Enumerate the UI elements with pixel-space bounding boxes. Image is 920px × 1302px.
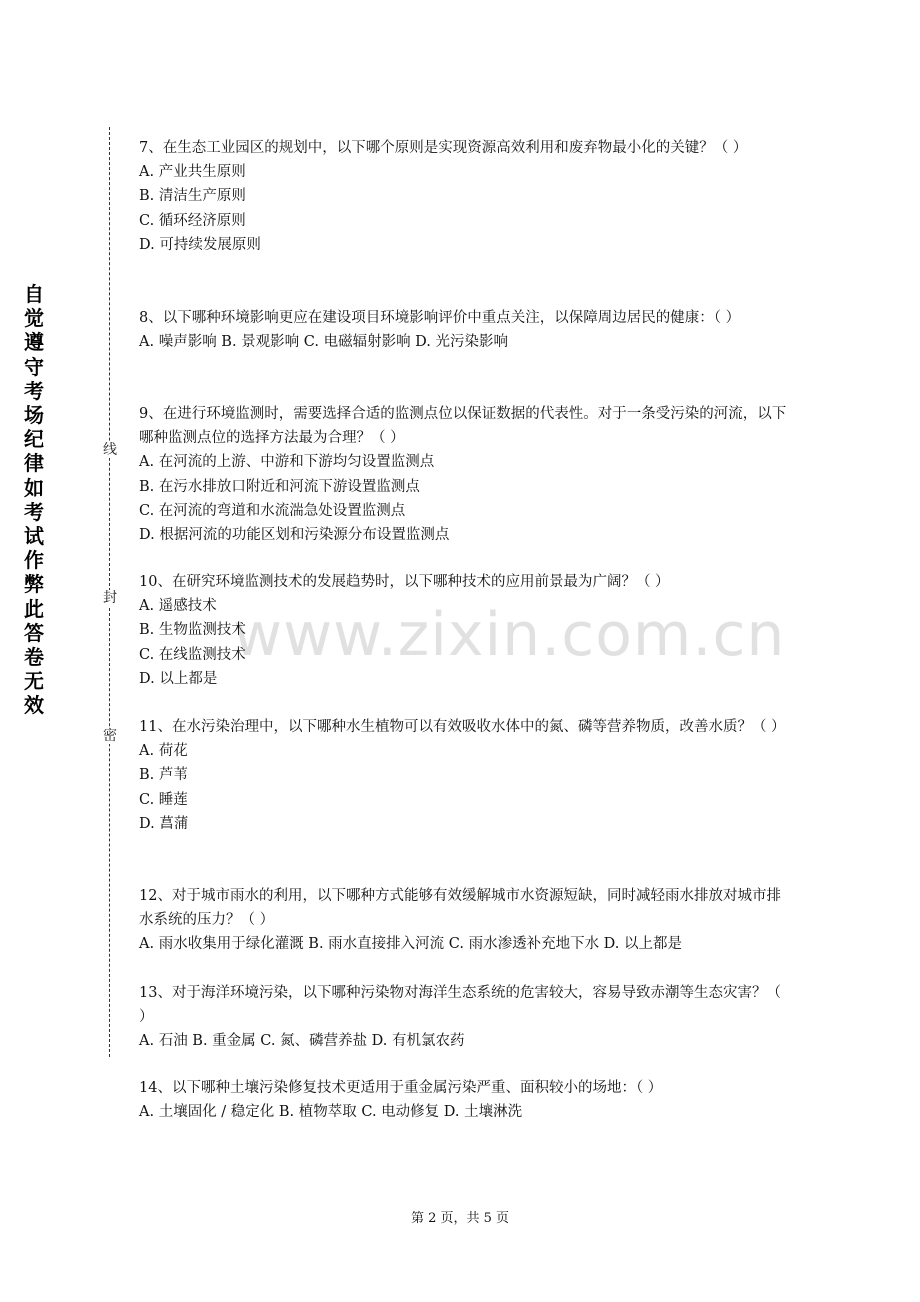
- question-stem: 7、在生态工业园区的规划中，以下哪个原则是实现资源高效利用和废弃物最小化的关键？（ ）: [139, 140, 748, 156]
- option-a: A. 遥感技术: [139, 598, 217, 615]
- options-line: A. 噪声影响 B. 景观影响 C. 电磁辐射影响 D. 光污染影响: [139, 334, 509, 351]
- question-13: [139, 981, 789, 1054]
- question-stem: 8、以下哪种环境影响更应在建设项目环境影响评价中重点关注，以保障周边居民的健康：（ ）: [139, 310, 741, 326]
- option-c: C. 在河流的弯道和水流湍急处设置监测点: [139, 502, 406, 519]
- option-a: A. 在河流的上游、中游和下游均匀设置监测点: [139, 454, 435, 471]
- binding-mark-mi: 密: [103, 728, 117, 744]
- site-watermark: www.zixin.com.cn: [233, 600, 786, 670]
- option-a: A. 荷花: [139, 743, 188, 760]
- option-d: D. 根据河流的功能区划和污染源分布设置监测点: [139, 527, 450, 544]
- exam-discipline-note: 自觉遵守考场纪律如考试作弊此答卷无效: [24, 282, 44, 718]
- option-d: D. 菖蒲: [139, 815, 189, 832]
- question-14: [139, 1076, 789, 1124]
- question-stem: 11、在水污染治理中，以下哪种水生植物可以有效吸收水体中的氮、磷等营养物质，改善水质？（ ）: [139, 719, 786, 735]
- question-9: [139, 402, 789, 547]
- question-11: [139, 715, 789, 836]
- question-stem: 9、在进行环境监测时，需要选择合适的监测点位以保证数据的代表性。对于一条受污染的河流，以下哪种监测点位的选择方法最为合理？（ ）: [139, 406, 787, 447]
- options-line: A. 石油 B. 重金属 C. 氮、磷营养盐 D. 有机氯农药: [139, 1033, 465, 1050]
- option-d: D. 以上都是: [139, 670, 218, 687]
- question-stem: 14、以下哪种土壤污染修复技术更适用于重金属污染严重、面积较小的场地：（ ）: [139, 1080, 663, 1096]
- option-b: B. 生物监测技术: [139, 622, 246, 639]
- option-c: C. 循环经济原则: [139, 212, 246, 229]
- option-b: B. 清洁生产原则: [139, 188, 246, 205]
- option-c: C. 在线监测技术: [139, 646, 246, 663]
- question-stem: 13、对于海洋环境污染，以下哪种污染物对海洋生态系统的危害较大，容易导致赤潮等生态灾害？（ ）: [139, 985, 786, 1026]
- options-line: A. 土壤固化 / 稳定化 B. 植物萃取 C. 电动修复 D. 土壤淋洗: [139, 1104, 523, 1121]
- option-b: B. 在污水排放口附近和河流下游设置监测点: [139, 478, 420, 495]
- binding-mark-feng: 封: [103, 590, 117, 606]
- option-c: C. 睡莲: [139, 791, 188, 808]
- options-line: A. 雨水收集用于绿化灌溉 B. 雨水直接排入河流 C. 雨水渗透补充地下水 D. 以上都是: [139, 936, 683, 953]
- question-stem: 12、对于城市雨水的利用，以下哪种方式能够有效缓解城市水资源短缺，同时减轻雨水排放对城市排水系统的压力？（ ）: [139, 888, 781, 929]
- option-b: B. 芦苇: [139, 767, 188, 784]
- question-stem: 10、在研究环境监测技术的发展趋势时，以下哪种技术的应用前景最为广阔？（ ）: [139, 574, 670, 590]
- question-8: [139, 306, 789, 354]
- binding-mark-xian: 线: [103, 442, 117, 458]
- question-7: [139, 136, 789, 257]
- option-d: D. 可持续发展原则: [139, 236, 261, 253]
- page-number-footer: 第 2 页，共 5 页: [410, 1211, 510, 1226]
- question-12: [139, 884, 789, 957]
- option-a: A. 产业共生原则: [139, 164, 246, 181]
- question-10: [139, 570, 789, 691]
